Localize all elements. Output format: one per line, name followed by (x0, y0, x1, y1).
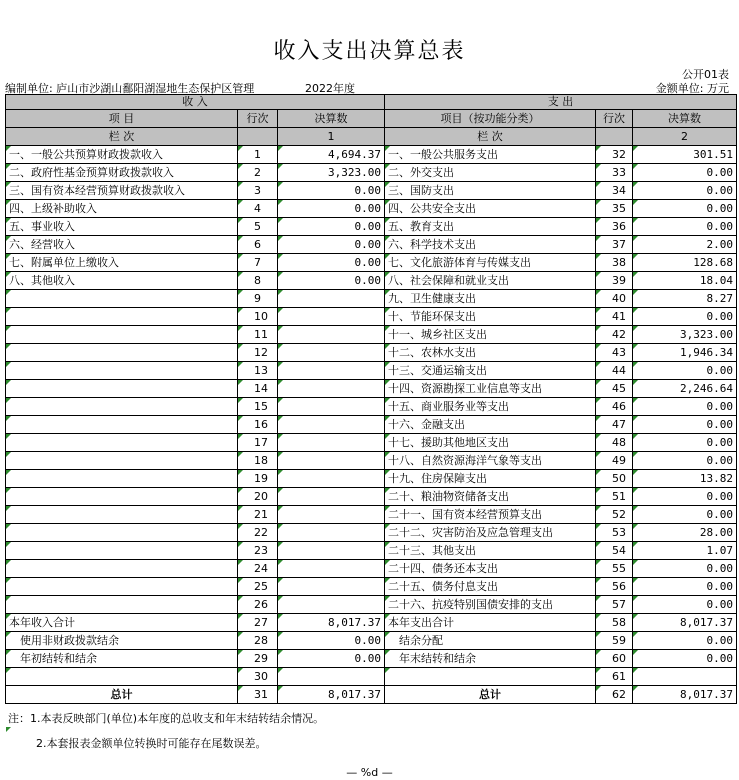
table-row (6, 218, 737, 236)
expense-section-header: 支 出 (385, 95, 737, 110)
expense-amount-cell: 0.00 (633, 164, 737, 182)
income-amount-cell (278, 560, 385, 578)
income-item-cell (6, 488, 238, 506)
income-line-cell: 28 (238, 632, 278, 650)
column-header-row (6, 110, 737, 128)
expense-line-cell: 60 (596, 650, 633, 668)
income-item-cell (6, 416, 238, 434)
expense-line-cell: 42 (596, 326, 633, 344)
income-line-cell: 12 (238, 344, 278, 362)
expense-line-cell: 51 (596, 488, 633, 506)
income-item-cell (6, 290, 238, 308)
expense-amount-cell: 0.00 (633, 200, 737, 218)
expense-line-cell: 47 (596, 416, 633, 434)
income-amount-cell (278, 470, 385, 488)
summary-row (6, 668, 737, 686)
table-row (6, 470, 737, 488)
income-item-cell: 五、事业收入 (6, 218, 238, 236)
table-row (6, 542, 737, 560)
table-row (6, 560, 737, 578)
table-row (6, 146, 737, 164)
income-total-label: 总计 (6, 686, 238, 704)
expense-item-cell: 二、外交支出 (385, 164, 596, 182)
expense-amount-cell: 0.00 (633, 452, 737, 470)
income-amount-cell (278, 290, 385, 308)
expense-amount-cell: 0.00 (633, 434, 737, 452)
expense-line-cell: 50 (596, 470, 633, 488)
expense-line-cell: 53 (596, 524, 633, 542)
expense-amount-cell: 0.00 (633, 632, 737, 650)
table-row (6, 506, 737, 524)
income-amount-cell (278, 542, 385, 560)
expense-item-cell: 十二、农林水支出 (385, 344, 596, 362)
income-item-cell: 七、附属单位上缴收入 (6, 254, 238, 272)
expense-line-cell: 56 (596, 578, 633, 596)
expense-amount-cell: 0.00 (633, 596, 737, 614)
section-band-row (6, 95, 737, 110)
income-item-cell (6, 506, 238, 524)
table-row (6, 200, 737, 218)
expense-item-cell: 五、教育支出 (385, 218, 596, 236)
expense-item-cell: 十九、住房保障支出 (385, 470, 596, 488)
expense-line-cell: 35 (596, 200, 633, 218)
expense-amount-cell: 0.00 (633, 488, 737, 506)
income-amount-cell: 0.00 (278, 236, 385, 254)
income-line-cell: 21 (238, 506, 278, 524)
expense-item-cell: 二十四、债务还本支出 (385, 560, 596, 578)
income-line-cell: 8 (238, 272, 278, 290)
income-item-cell (6, 362, 238, 380)
expense-item-cell: 十七、援助其他地区支出 (385, 434, 596, 452)
income-amount-cell (278, 362, 385, 380)
income-item-cell (6, 344, 238, 362)
amount-unit: 金额单位: 万元 (655, 82, 729, 95)
income-line-cell: 27 (238, 614, 278, 632)
expense-amount-cell: 28.00 (633, 524, 737, 542)
expense-item-cell: 年末结转和结余 (385, 650, 596, 668)
note-1: 注：1.本表反映部门(单位)本年度的总收支和年末结转结余情况。 (8, 712, 325, 725)
income-item-header: 项 目 (6, 110, 238, 128)
income-line-cell: 7 (238, 254, 278, 272)
expense-line-cell: 40 (596, 290, 633, 308)
income-item-cell (6, 542, 238, 560)
expense-item-cell: 十三、交通运输支出 (385, 362, 596, 380)
income-amount-cell (278, 596, 385, 614)
income-line-cell: 6 (238, 236, 278, 254)
expense-amount-cell: 0.00 (633, 560, 737, 578)
income-amount-cell (278, 416, 385, 434)
expense-line-blank (596, 128, 633, 146)
income-expense-table (5, 94, 737, 704)
income-item-cell: 本年收入合计 (6, 614, 238, 632)
table-row (6, 524, 737, 542)
income-line-cell: 18 (238, 452, 278, 470)
table-row (6, 416, 737, 434)
income-line-cell: 19 (238, 470, 278, 488)
income-item-cell (6, 326, 238, 344)
expense-item-cell: 十八、自然资源海洋气象等支出 (385, 452, 596, 470)
expense-amount-cell: 0.00 (633, 650, 737, 668)
income-line-cell: 4 (238, 200, 278, 218)
income-total-line: 31 (238, 686, 278, 704)
expense-line-cell: 48 (596, 434, 633, 452)
expense-item-cell: 结余分配 (385, 632, 596, 650)
income-amount-cell (278, 452, 385, 470)
table-row (6, 596, 737, 614)
income-item-cell: 年初结转和结余 (6, 650, 238, 668)
expense-amount-cell: 301.51 (633, 146, 737, 164)
income-amount-cell (278, 488, 385, 506)
table-row (6, 578, 737, 596)
expense-line-cell: 52 (596, 506, 633, 524)
expense-item-header: 项目（按功能分类） (385, 110, 596, 128)
expense-item-cell: 十六、金融支出 (385, 416, 596, 434)
income-amount-header: 决算数 (278, 110, 385, 128)
reporting-unit: 编制单位: 庐山市沙湖山鄱阳湖湿地生态保护区管理 (5, 82, 255, 95)
income-item-cell: 三、国有资本经营预算财政拨款收入 (6, 182, 238, 200)
income-item-cell: 一、一般公共预算财政拨款收入 (6, 146, 238, 164)
income-amount-cell: 0.00 (278, 632, 385, 650)
income-line-cell: 9 (238, 290, 278, 308)
income-line-cell: 20 (238, 488, 278, 506)
expense-amount-cell: 0.00 (633, 578, 737, 596)
expense-item-cell: 二十、粮油物资储备支出 (385, 488, 596, 506)
income-line-cell: 30 (238, 668, 278, 686)
expense-item-cell: 十四、资源勘探工业信息等支出 (385, 380, 596, 398)
expense-amount-cell: 0.00 (633, 416, 737, 434)
income-item-cell (6, 308, 238, 326)
expense-line-cell: 54 (596, 542, 633, 560)
cell-marker-icon (6, 727, 11, 732)
income-item-cell (6, 398, 238, 416)
income-item-cell (6, 452, 238, 470)
expense-amount-cell: 128.68 (633, 254, 737, 272)
income-line-blank (238, 128, 278, 146)
expense-line-cell: 41 (596, 308, 633, 326)
income-amount-cell (278, 524, 385, 542)
expense-line-cell: 39 (596, 272, 633, 290)
form-code: 公开01表 (682, 68, 729, 81)
income-item-cell (6, 668, 238, 686)
income-item-cell (6, 434, 238, 452)
table-row (6, 254, 737, 272)
table-row (6, 434, 737, 452)
expense-amount-cell: 1,946.34 (633, 344, 737, 362)
income-item-cell (6, 578, 238, 596)
expense-line-cell: 44 (596, 362, 633, 380)
income-line-cell: 1 (238, 146, 278, 164)
summary-row (6, 650, 737, 668)
expense-column-index-label: 栏 次 (385, 128, 596, 146)
income-line-cell: 5 (238, 218, 278, 236)
expense-item-cell: 本年支出合计 (385, 614, 596, 632)
income-item-cell (6, 470, 238, 488)
report-year: 2022年度 (305, 82, 355, 95)
income-item-cell: 六、经营收入 (6, 236, 238, 254)
income-line-cell: 23 (238, 542, 278, 560)
expense-item-cell: 十五、商业服务业等支出 (385, 398, 596, 416)
income-section-header: 收 入 (6, 95, 385, 110)
table-row (6, 362, 737, 380)
expense-total-label: 总计 (385, 686, 596, 704)
expense-line-cell: 55 (596, 560, 633, 578)
expense-line-cell: 33 (596, 164, 633, 182)
income-amount-cell (278, 434, 385, 452)
expense-item-cell: 二十一、国有资本经营预算支出 (385, 506, 596, 524)
expense-amount-cell: 13.82 (633, 470, 737, 488)
income-amount-cell (278, 344, 385, 362)
income-amount-cell: 0.00 (278, 200, 385, 218)
table-row (6, 326, 737, 344)
table-row (6, 380, 737, 398)
income-amount-cell: 8,017.37 (278, 614, 385, 632)
income-amount-cell (278, 668, 385, 686)
expense-amount-cell: 18.04 (633, 272, 737, 290)
income-amount-cell: 0.00 (278, 182, 385, 200)
expense-item-cell: 八、社会保障和就业支出 (385, 272, 596, 290)
expense-line-header: 行次 (596, 110, 633, 128)
expense-amount-cell: 0.00 (633, 182, 737, 200)
income-line-cell: 11 (238, 326, 278, 344)
income-column-index: 1 (278, 128, 385, 146)
table-row (6, 308, 737, 326)
expense-line-cell: 37 (596, 236, 633, 254)
table-row (6, 398, 737, 416)
expense-total-line: 62 (596, 686, 633, 704)
total-row (6, 686, 737, 704)
expense-line-cell: 34 (596, 182, 633, 200)
income-line-cell: 22 (238, 524, 278, 542)
expense-amount-cell: 3,323.00 (633, 326, 737, 344)
expense-amount-cell: 8.27 (633, 290, 737, 308)
income-amount-cell (278, 326, 385, 344)
page-number: — %d — (346, 766, 393, 779)
expense-column-index: 2 (633, 128, 737, 146)
expense-item-cell: 二十三、其他支出 (385, 542, 596, 560)
income-amount-cell: 0.00 (278, 218, 385, 236)
income-item-cell: 八、其他收入 (6, 272, 238, 290)
table-row (6, 344, 737, 362)
table-row (6, 236, 737, 254)
expense-line-cell: 38 (596, 254, 633, 272)
income-amount-cell: 3,323.00 (278, 164, 385, 182)
expense-line-cell: 57 (596, 596, 633, 614)
expense-item-cell: 十、节能环保支出 (385, 308, 596, 326)
income-line-cell: 17 (238, 434, 278, 452)
income-line-cell: 10 (238, 308, 278, 326)
income-column-index-label: 栏 次 (6, 128, 238, 146)
expense-amount-cell: 0.00 (633, 362, 737, 380)
income-item-cell (6, 524, 238, 542)
income-amount-cell (278, 380, 385, 398)
expense-item-cell: 二十五、债务付息支出 (385, 578, 596, 596)
expense-total-amount: 8,017.37 (633, 686, 737, 704)
income-amount-cell (278, 308, 385, 326)
income-amount-cell: 4,694.37 (278, 146, 385, 164)
income-item-cell (6, 560, 238, 578)
income-item-cell: 使用非财政拨款结余 (6, 632, 238, 650)
income-line-cell: 14 (238, 380, 278, 398)
report-title: 收入支出决算总表 (273, 39, 466, 64)
income-item-cell (6, 380, 238, 398)
expense-amount-cell: 0.00 (633, 218, 737, 236)
expense-amount-cell: 8,017.37 (633, 614, 737, 632)
income-amount-cell (278, 578, 385, 596)
expense-amount-header: 决算数 (633, 110, 737, 128)
expense-item-cell: 三、国防支出 (385, 182, 596, 200)
expense-line-cell: 43 (596, 344, 633, 362)
table-row (6, 290, 737, 308)
expense-item-cell: 四、公共安全支出 (385, 200, 596, 218)
expense-amount-cell (633, 668, 737, 686)
expense-amount-cell: 2,246.64 (633, 380, 737, 398)
expense-amount-cell: 0.00 (633, 506, 737, 524)
income-line-cell: 29 (238, 650, 278, 668)
summary-row (6, 632, 737, 650)
income-amount-cell (278, 506, 385, 524)
income-line-cell: 24 (238, 560, 278, 578)
table-row (6, 488, 737, 506)
income-line-header: 行次 (238, 110, 278, 128)
table-row (6, 182, 737, 200)
expense-line-cell: 36 (596, 218, 633, 236)
income-line-cell: 13 (238, 362, 278, 380)
table-row (6, 164, 737, 182)
expense-line-cell: 46 (596, 398, 633, 416)
income-line-cell: 16 (238, 416, 278, 434)
note-2: 2.本套报表金额单位转换时可能存在尾数误差。 (36, 737, 267, 750)
expense-amount-cell: 1.07 (633, 542, 737, 560)
expense-item-cell: 一、一般公共服务支出 (385, 146, 596, 164)
table-row (6, 272, 737, 290)
income-item-cell (6, 596, 238, 614)
income-line-cell: 3 (238, 182, 278, 200)
expense-line-cell: 61 (596, 668, 633, 686)
income-line-cell: 2 (238, 164, 278, 182)
expense-line-cell: 58 (596, 614, 633, 632)
expense-line-cell: 45 (596, 380, 633, 398)
expense-item-cell: 九、卫生健康支出 (385, 290, 596, 308)
income-total-amount: 8,017.37 (278, 686, 385, 704)
table-row (6, 452, 737, 470)
expense-item-cell: 十一、城乡社区支出 (385, 326, 596, 344)
income-line-cell: 25 (238, 578, 278, 596)
expense-item-cell: 七、文化旅游体育与传媒支出 (385, 254, 596, 272)
expense-item-cell: 二十六、抗疫特别国债安排的支出 (385, 596, 596, 614)
expense-item-cell (385, 668, 596, 686)
income-amount-cell (278, 398, 385, 416)
income-line-cell: 15 (238, 398, 278, 416)
expense-item-cell: 六、科学技术支出 (385, 236, 596, 254)
expense-amount-cell: 2.00 (633, 236, 737, 254)
summary-row (6, 614, 737, 632)
income-item-cell: 二、政府性基金预算财政拨款收入 (6, 164, 238, 182)
expense-line-cell: 49 (596, 452, 633, 470)
expense-item-cell: 二十二、灾害防治及应急管理支出 (385, 524, 596, 542)
expense-line-cell: 59 (596, 632, 633, 650)
income-amount-cell: 0.00 (278, 272, 385, 290)
expense-amount-cell: 0.00 (633, 398, 737, 416)
expense-line-cell: 32 (596, 146, 633, 164)
income-amount-cell: 0.00 (278, 650, 385, 668)
income-line-cell: 26 (238, 596, 278, 614)
expense-amount-cell: 0.00 (633, 308, 737, 326)
income-item-cell: 四、上级补助收入 (6, 200, 238, 218)
income-amount-cell: 0.00 (278, 254, 385, 272)
column-index-row (6, 128, 737, 146)
